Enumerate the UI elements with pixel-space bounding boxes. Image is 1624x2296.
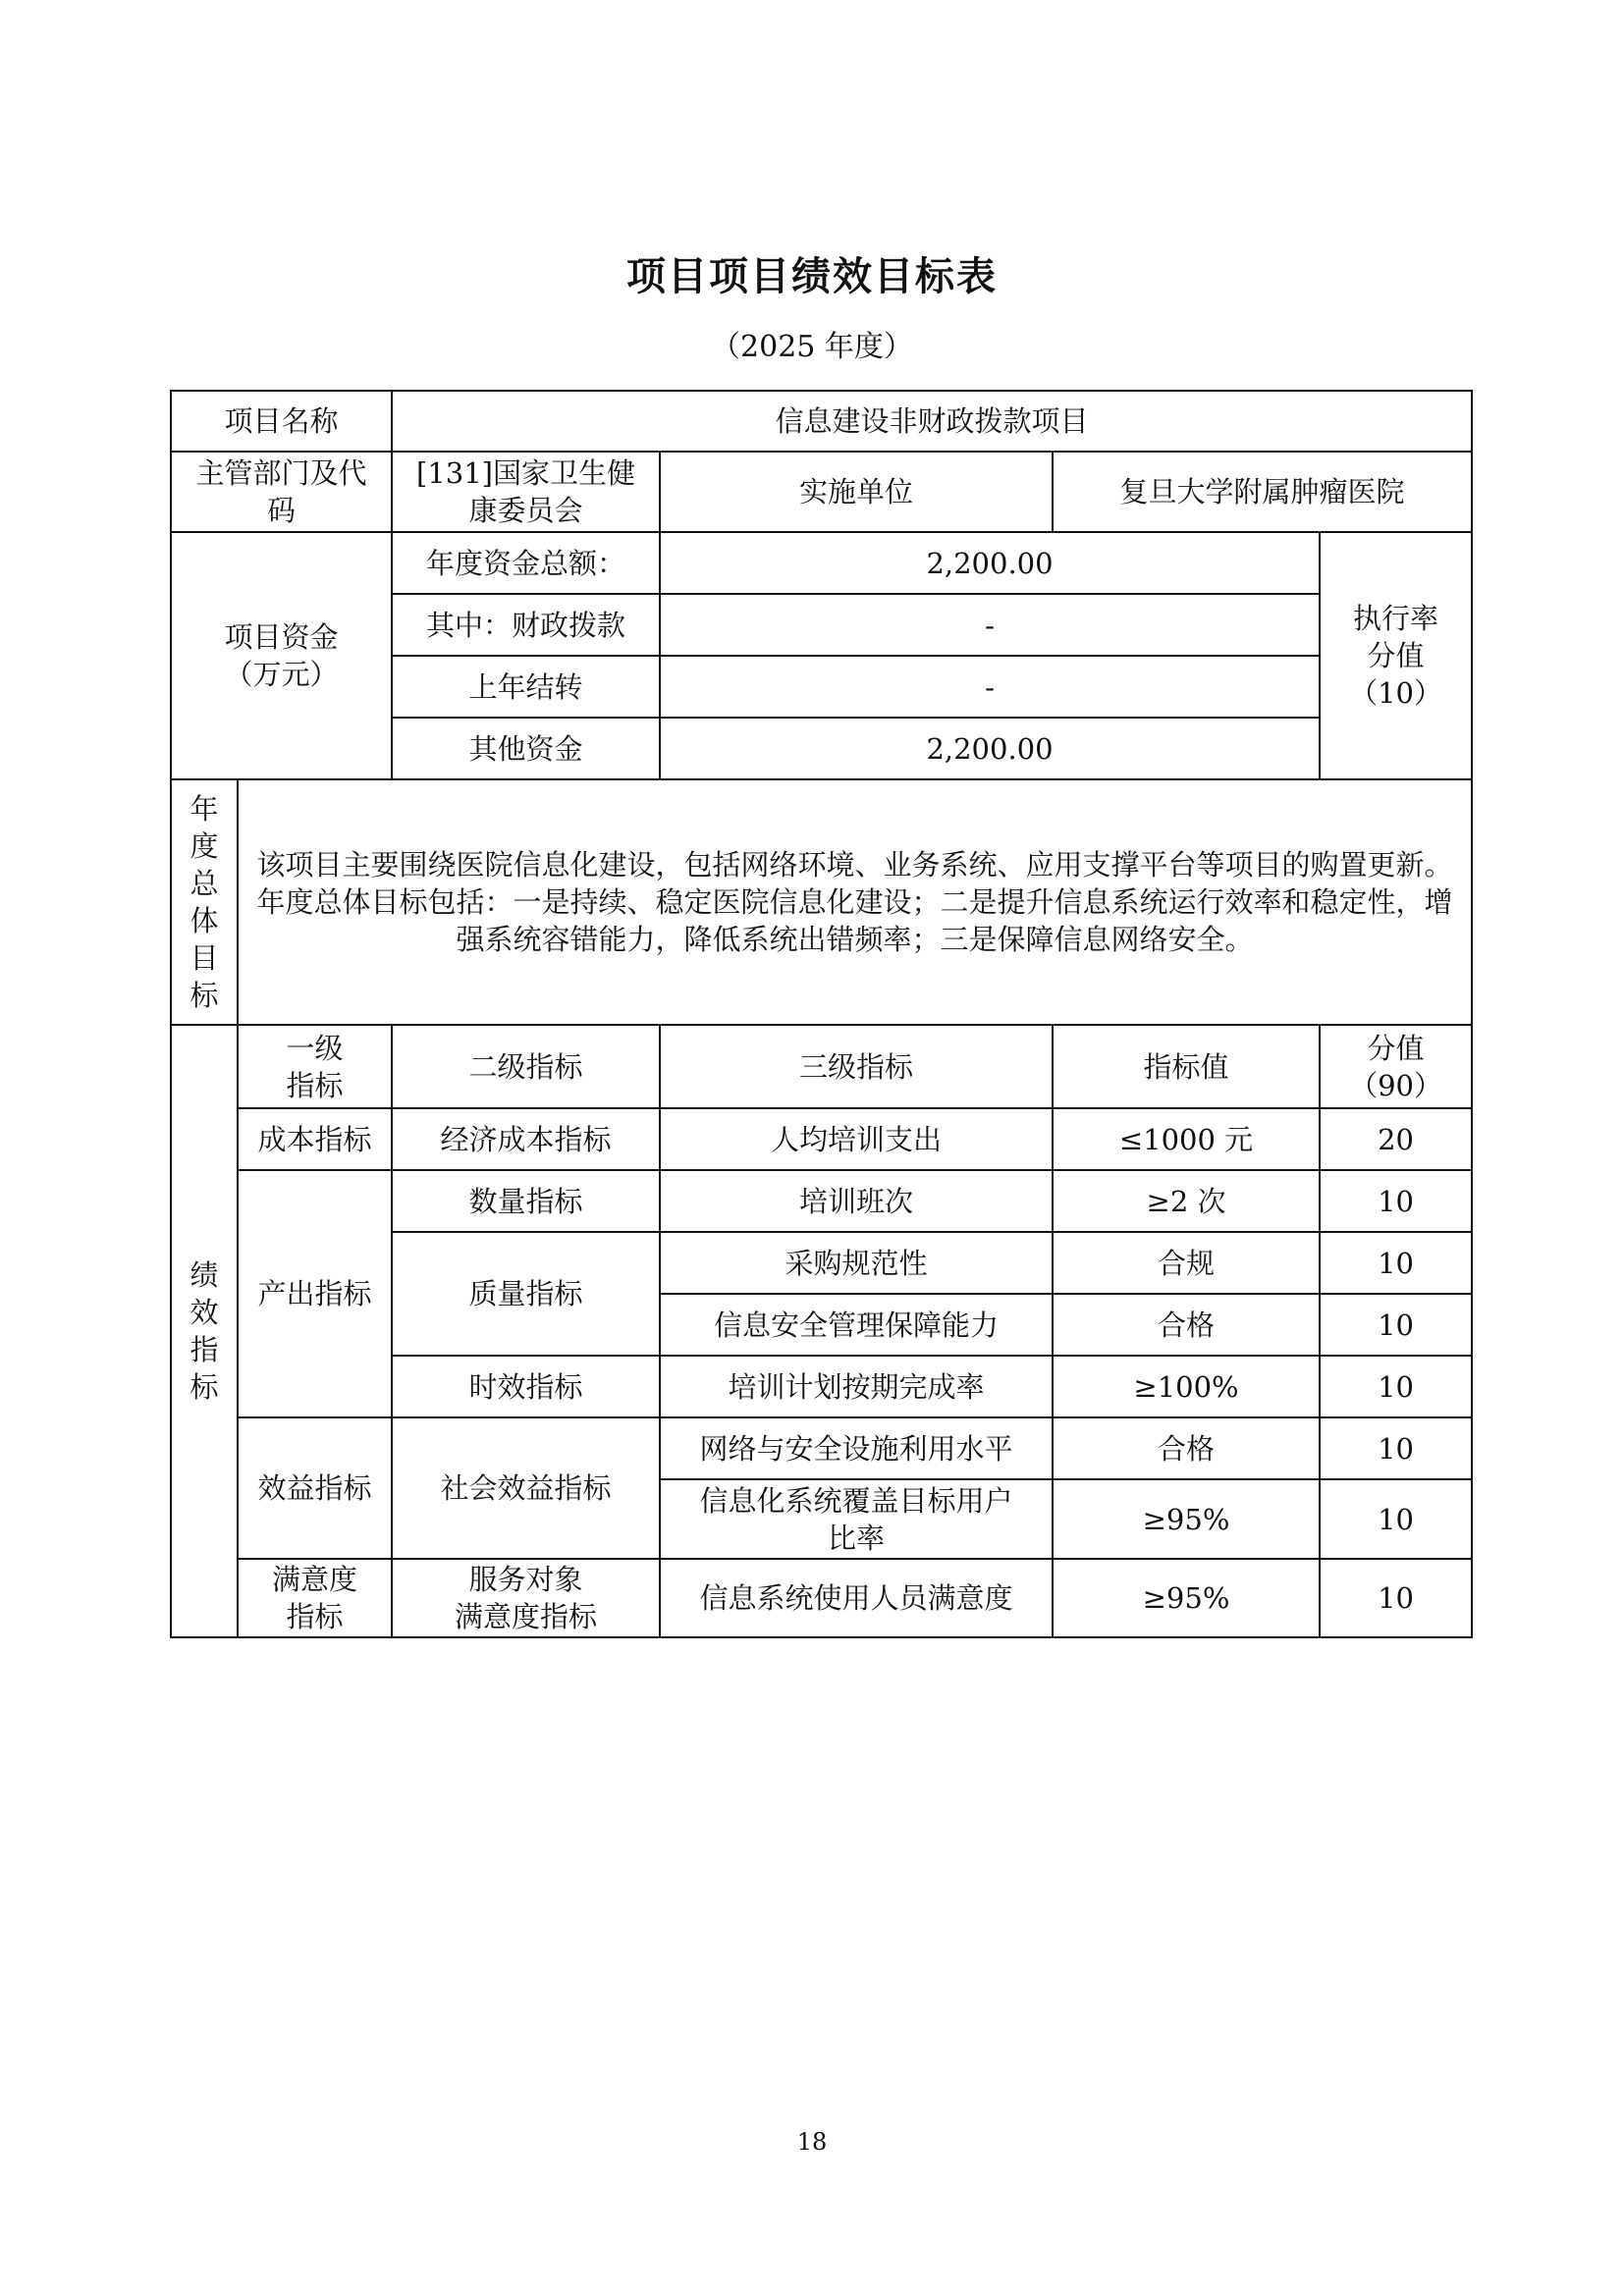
department-label [171,452,392,532]
execution-rate-line1: 执行率 [1353,602,1439,635]
satisfaction-level2 [392,1559,660,1637]
benefit-score: 10 [1320,1417,1472,1479]
satisfaction-level1-line2: 指标 [286,1600,344,1633]
execution-rate-score [1320,532,1472,779]
funds-total-label: 年度资金总额： [392,532,660,594]
annual-goal-label-char: 体 [189,904,219,937]
table-row [171,1417,1472,1479]
table-row [171,1170,1472,1232]
annual-goal-label-char: 度 [189,829,219,863]
department-row [171,452,1472,532]
annual-goal-label-char: 总 [189,867,219,900]
execution-rate-line2: 分值 [1367,639,1425,672]
satisfaction-level1 [238,1559,392,1637]
annual-goal-label-char: 年 [189,792,219,826]
funds-other-label: 其他资金 [392,718,660,779]
indicator-header-row [171,1025,1472,1108]
satisfaction-level3: 信息系统使用人员满意度 [660,1559,1053,1637]
benefit-level3-line2: 比率 [828,1521,886,1555]
benefit-level3 [660,1479,1053,1559]
benefit-value: 合格 [1053,1417,1320,1479]
funds-row [171,532,1472,594]
quantity-level2: 数量指标 [392,1170,660,1232]
header-level1-line1: 一级 [286,1031,344,1065]
performance-label-char: 标 [189,1370,219,1404]
cost-score: 20 [1320,1108,1472,1170]
header-level1 [238,1025,392,1108]
header-level3: 三级指标 [660,1025,1053,1108]
project-name-row [171,391,1472,452]
project-name-value: 信息建设非财政拨款项目 [392,391,1472,452]
performance-label-char: 绩 [189,1258,219,1292]
performance-goal-table [170,390,1473,1638]
cost-value: ≤1000 元 [1053,1108,1320,1170]
funds-label-line1: 项目资金 [224,620,339,654]
annual-goal-label-char: 目 [189,941,219,975]
funds-total-value: 2,200.00 [660,532,1320,594]
header-level2: 二级指标 [392,1025,660,1108]
cost-level3: 人均培训支出 [660,1108,1053,1170]
funds-fiscal-label: 其中：财政拨款 [392,594,660,656]
annual-goal-row [171,779,1472,1025]
satisfaction-level2-line1: 服务对象 [468,1563,583,1596]
benefit-level3-line1: 信息化系统覆盖目标用户 [699,1483,1013,1518]
department-label-line1: 主管部门及代 [195,456,367,490]
header-score [1320,1025,1472,1108]
quality-level3: 采购规范性 [660,1232,1053,1294]
performance-label-char: 效 [189,1296,219,1329]
timeliness-value: ≥100% [1053,1356,1320,1417]
funds-carryover-label: 上年结转 [392,656,660,718]
satisfaction-value: ≥95% [1053,1559,1320,1637]
funds-carryover-value: - [660,656,1320,718]
quality-score: 10 [1320,1232,1472,1294]
implementing-unit-label: 实施单位 [660,452,1053,532]
benefit-level1: 效益指标 [238,1417,392,1559]
benefit-value: ≥95% [1053,1479,1320,1559]
quality-level3: 信息安全管理保障能力 [660,1294,1053,1356]
cost-level2: 经济成本指标 [392,1108,660,1170]
department-value: [131]国家卫生健康委员会 [392,452,660,532]
timeliness-level2: 时效指标 [392,1356,660,1417]
annual-goal-label-char: 标 [189,979,219,1012]
funds-fiscal-value: - [660,594,1320,656]
benefit-level3: 网络与安全设施利用水平 [660,1417,1053,1479]
funds-label-line2: （万元） [224,658,339,691]
quality-score: 10 [1320,1294,1472,1356]
execution-rate-line3: （10） [1349,676,1442,710]
header-level1-line2: 指标 [286,1068,344,1102]
funds-other-value: 2,200.00 [660,718,1320,779]
page-subtitle: （2025 年度） [711,330,913,364]
header-score-line1: 分值 [1367,1031,1425,1065]
header-value: 指标值 [1053,1025,1320,1108]
timeliness-score: 10 [1320,1356,1472,1417]
benefit-level2: 社会效益指标 [392,1417,660,1559]
performance-indicators-label [171,1025,238,1637]
annual-goal-label [171,779,238,1025]
quantity-score: 10 [1320,1170,1472,1232]
output-level1: 产出指标 [238,1170,392,1417]
satisfaction-score: 10 [1320,1559,1472,1637]
performance-label-char: 指 [189,1333,219,1366]
implementing-unit-value: 复旦大学附属肿瘤医院 [1053,452,1472,532]
page-number: 18 [796,2128,828,2156]
satisfaction-level2-line2: 满意度指标 [455,1600,598,1633]
quantity-value: ≥2 次 [1053,1170,1320,1232]
quality-level2: 质量指标 [392,1232,660,1356]
department-label-line2: 码 [267,494,297,527]
satisfaction-level1-line1: 满意度 [272,1563,358,1596]
table-row [171,1108,1472,1170]
header-score-line2: （90） [1349,1068,1442,1102]
page-title: 项目项目绩效目标表 [626,254,998,299]
benefit-score: 10 [1320,1479,1472,1559]
annual-goal-text: 该项目主要围绕医院信息化建设，包括网络环境、业务系统、应用支撑平台等项目的购置更新。年度总体目标包括：一是持续、稳定医院信息化建设；二是提升信息系统运行效率和稳定性，增强系统容错能力，降低系统出错频率；三是保障信息网络安全。 [238,779,1472,1025]
quality-value: 合规 [1053,1232,1320,1294]
cost-level1: 成本指标 [238,1108,392,1170]
project-name-label: 项目名称 [171,391,392,452]
table-row [171,1559,1472,1637]
quality-value: 合格 [1053,1294,1320,1356]
quantity-level3: 培训班次 [660,1170,1053,1232]
timeliness-level3: 培训计划按期完成率 [660,1356,1053,1417]
funds-label [171,532,392,779]
